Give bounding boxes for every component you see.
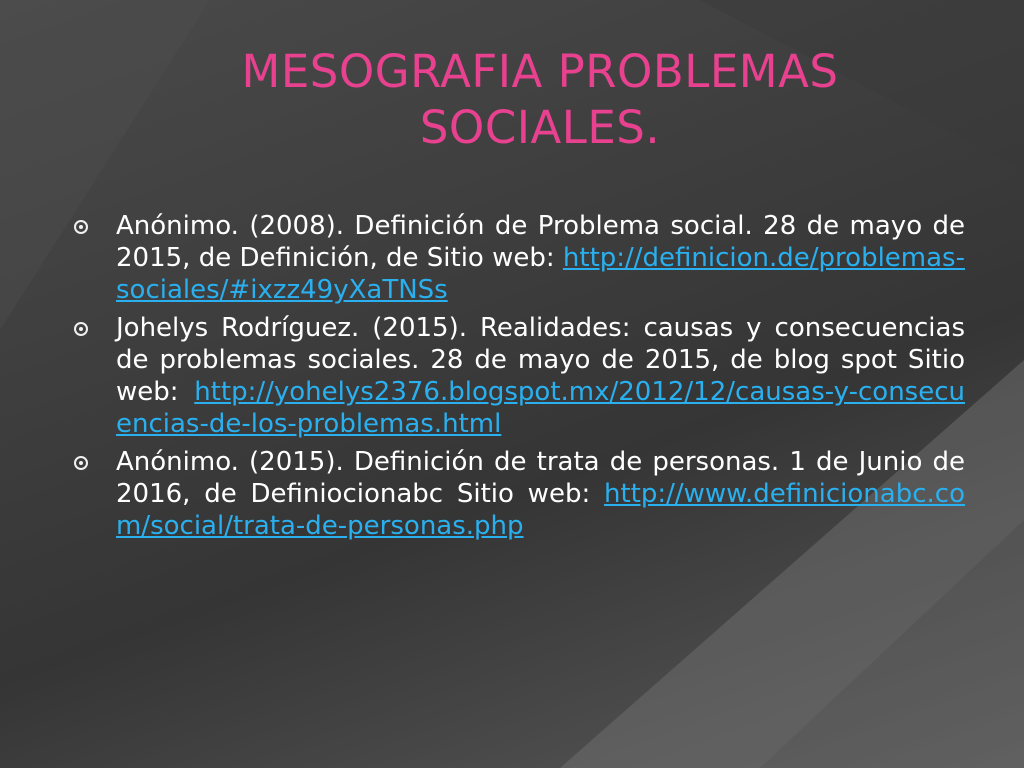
reference-item: [70, 312, 965, 440]
reference-text: Anónimo. (2015). Definición de trata de personas. 1 de Junio de 2016, de Definiocionabc Sitio web:: [116, 447, 965, 509]
reference-link[interactable]: http://definicion.de/problemas-sociales/#ixzz49yXaTNSs: [116, 243, 965, 305]
slide-title-line-1: MESOGRAFIA PROBLEMAS: [241, 45, 839, 98]
slide-title: [110, 44, 970, 156]
reference-item: [70, 210, 965, 306]
circle-bullet-icon: [74, 456, 88, 470]
circle-bullet-icon: [74, 220, 88, 234]
reference-link[interactable]: http://www.definicionabc.com/social/trata-de-personas.php: [116, 479, 965, 541]
reference-text: Johelys Rodríguez. (2015). Realidades: causas y consecuencias de problemas sociales. 28 de mayo de 2015, de blog spot Sitio web:: [116, 313, 965, 407]
circle-bullet-icon: [74, 322, 88, 336]
reference-link[interactable]: http://yohelys2376.blogspot.mx/2012/12/causas-y-consecuencias-de-los-problemas.html: [116, 377, 965, 439]
reference-item: [70, 446, 965, 542]
slide-title-line-2: SOCIALES.: [419, 101, 661, 154]
reference-text: Anónimo. (2008). Definición de Problema social. 28 de mayo de 2015, de Definición, de Sitio web:: [116, 211, 965, 273]
reference-list: [70, 210, 965, 548]
